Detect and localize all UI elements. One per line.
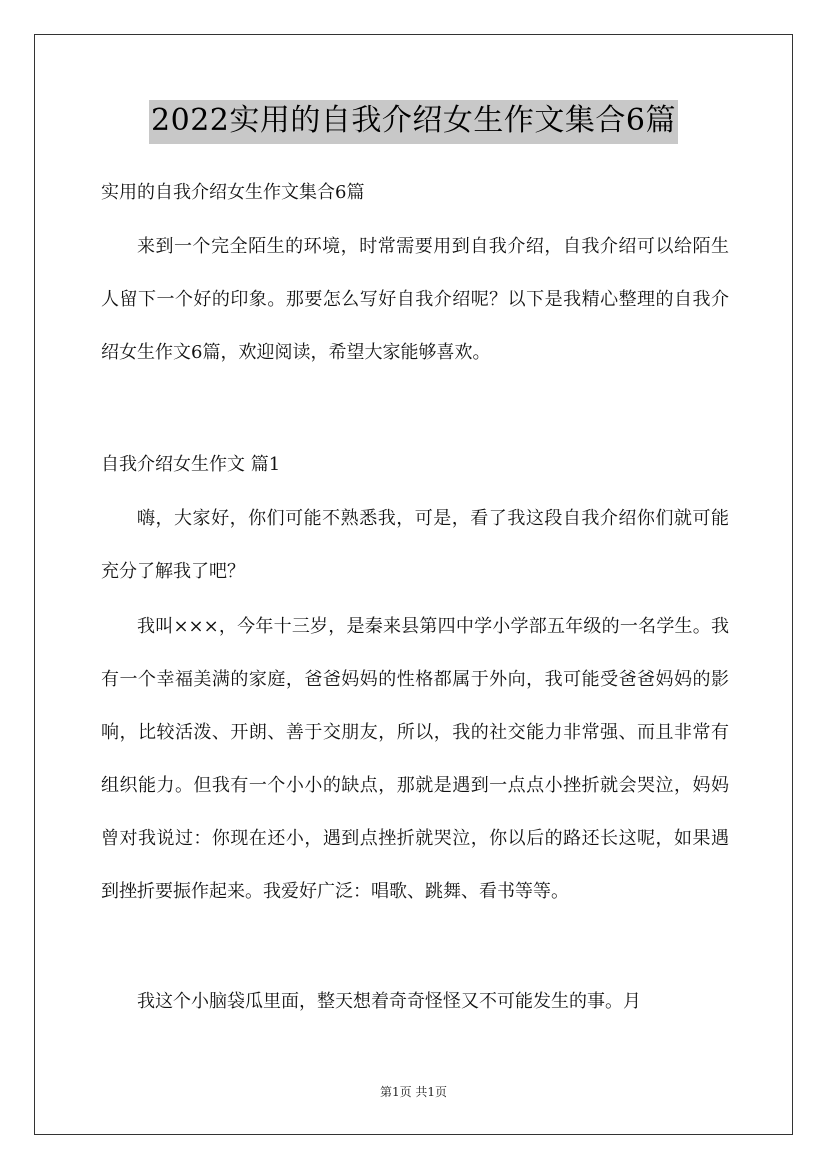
intro-paragraph: 来到一个完全陌生的环境，时常需要用到自我介绍，自我介绍可以给陌生人留下一个好的印象。那要怎么写好自我介绍呢？以下是我精心整理的自我介绍女生作文6篇，欢迎阅读，希望大家能够喜欢。 xyxy=(101,236,729,363)
paragraph: 我这个小脑袋瓜里面，整天想着奇奇怪怪又不可能发生的事。月 xyxy=(137,991,641,1012)
document-title: 2022实用的自我介绍女生作文集合6篇 xyxy=(149,100,678,144)
title-container xyxy=(0,100,827,144)
paragraph: 嗨，大家好，你们可能不熟悉我，可是，看了我这段自我介绍你们就可能充分了解我了吧？ xyxy=(101,508,729,582)
paragraph: 我叫×××，今年十三岁，是秦来县第四中学小学部五年级的一名学生。我有一个幸福美满的家庭，爸爸妈妈的性格都属于外向，我可能受爸爸妈妈的影响，比较活泼、开朗、善于交朋友，所以，我的社交能力非常强、而且非常有组织能力。但我有一个小小的缺点，那就是遇到一点点小挫折就会哭泣，妈妈曾对我说过：你现在还小，遇到点挫折就哭泣，你以后的路还长这呢，如果遇到挫折要振作起来。我爱好广泛：唱歌、跳舞、看书等等。 xyxy=(101,616,729,902)
page-footer: 第1页 共1页 xyxy=(379,1085,448,1099)
document-subtitle: 实用的自我介绍女生作文集合6篇 xyxy=(101,182,365,203)
section-heading: 自我介绍女生作文 篇1 xyxy=(101,454,281,475)
